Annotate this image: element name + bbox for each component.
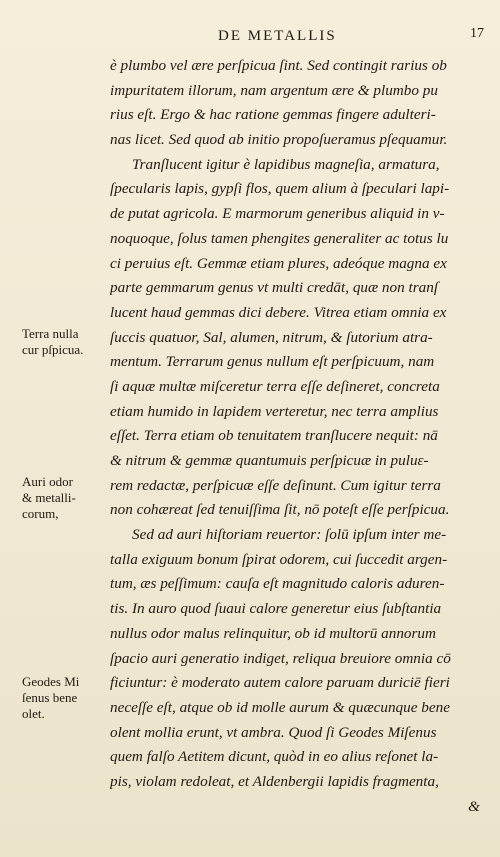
text-line: Tranſlucent igitur è lapidibus magneſia, armatura, xyxy=(132,155,440,173)
margin-note-line: Geodes Mi xyxy=(22,674,80,689)
margin-note-line: Terra nulla xyxy=(22,326,79,341)
text-line: eſſet. Terra etiam ob tenuitatem tranſlucere nequit: nā xyxy=(110,427,438,445)
text-line: ci peruius eſt. Gemmæ etiam plures, adeóque magna ex xyxy=(110,254,447,272)
text-line: pis, violam redoleat, et Aldenbergii lapidis fragmenta, xyxy=(110,772,439,790)
text-line: ſpecularis lapis, gypſi flos, quem alium à ſpeculari lapi- xyxy=(110,180,450,198)
text-line: nas licet. Sed quod ab initio propoſueramus pſequamur. xyxy=(110,131,448,149)
margin-note-geodes xyxy=(22,674,79,722)
text-line: quem falſo Aetitem dicunt, quòd in eo alius reſonet la- xyxy=(110,748,439,766)
margin-note-terra xyxy=(22,326,83,358)
text-line: nullus odor malus relinquitur, ob id multorū annorum xyxy=(110,624,436,642)
body-text xyxy=(110,54,482,819)
text-line: olent mollia erunt, vt ambra. Quod ſi Geodes Miſenus xyxy=(110,723,437,741)
page-number: 17 xyxy=(470,26,484,41)
text-line: Sed ad auri hiſtoriam reuertor: ſolū ipſum inter me- xyxy=(132,526,447,544)
text-line: ſi aquæ multæ miſceretur terra eſſe deſineret, concreta xyxy=(110,377,440,395)
text-line: rem redactæ, perſpicuæ eſſe deſinunt. Cum igitur terra xyxy=(110,476,441,494)
text-line: tum, æs peſſimum: cauſa eſt magnitudo caloris aduren- xyxy=(110,575,445,593)
text-line: tis. In auro quod ſuaui calore generetur eius ſubſtantia xyxy=(110,600,442,618)
catchword: & xyxy=(468,797,480,815)
margin-note-line: & metalli- xyxy=(22,490,76,505)
margin-note-line: corum, xyxy=(22,506,59,521)
text-line: ſpacio auri generatio indiget, reliqua breuiore omnia cō xyxy=(110,649,451,667)
text-line: de putat agricola. E marmorum generibus aliquid in v- xyxy=(110,205,445,223)
margin-note-line: cur pſpicua. xyxy=(22,342,84,357)
margin-note-auri xyxy=(22,474,76,522)
text-line: etiam humido in lapidem verteretur, nec terra amplius xyxy=(110,402,439,420)
text-line: rius eſt. Ergo & hac ratione gemmas fingere adulteri- xyxy=(110,106,436,124)
text-line: lucent haud gemmas dici debere. Vitrea etiam omnia ex xyxy=(110,303,447,321)
text-line: parte gemmarum genus vt multi credāt, quæ non tranſ xyxy=(110,279,439,297)
text-line: non cohæreat ſed tenuiſſima ſit, nō poteſt eſſe perſpicua. xyxy=(110,501,450,519)
text-line: & nitrum & gemmæ quantumuis perſpicuæ in puluε- xyxy=(110,452,429,469)
text-line: è plumbo vel ære perſpicua ſint. Sed contingit rarius ob xyxy=(110,57,447,74)
text-line: ſuccis quatuor, Sal, alumen, nitrum, & ſutorium atra- xyxy=(110,328,433,346)
running-head: DE METALLIS xyxy=(218,28,337,44)
text-line: noquoque, ſolus tamen phengites generaliter ac totus lu xyxy=(110,229,449,247)
text-line: ficiuntur: è moderato autem calore paruam duriciē fieri xyxy=(110,674,450,692)
margin-note-line: ſenus bene xyxy=(22,690,78,705)
text-line: impuritatem illorum, nam argentum ære & plumbo pu xyxy=(110,81,438,99)
margin-note-line: Auri odor xyxy=(22,474,73,489)
text-line: mentum. Terrarum genus nullum eſt perſpicuum, nam xyxy=(110,353,435,371)
text-line: talla exiguum bonum ſpirat odorem, cui ſuccedit argen- xyxy=(110,550,448,568)
margin-note-line: olet. xyxy=(22,706,45,721)
text-line: neceſſe eſt, atque ob id molle aurum & quæcunque bene xyxy=(110,698,450,716)
